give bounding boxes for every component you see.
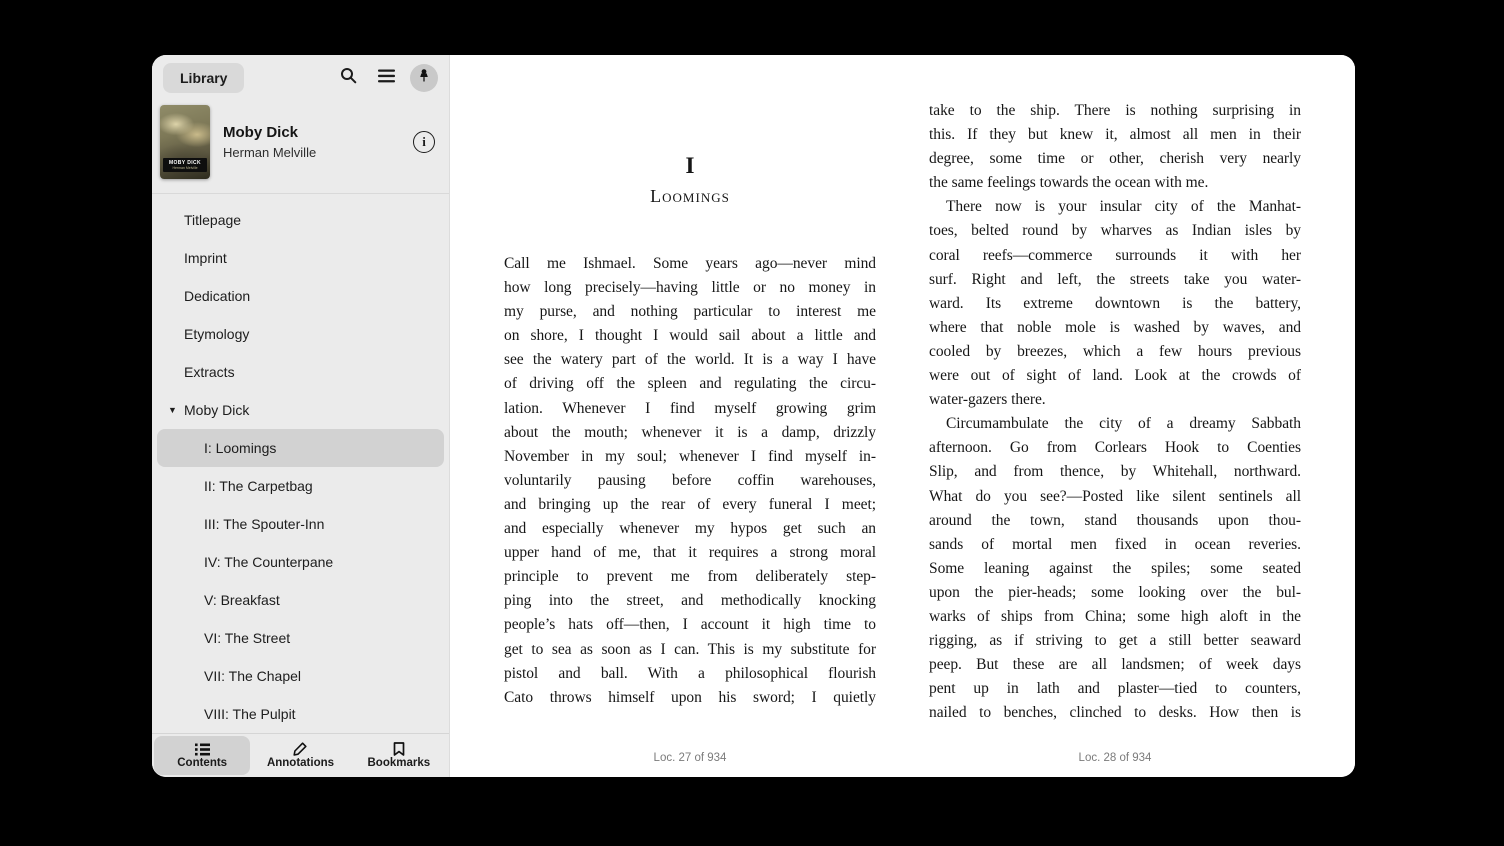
book-text-line: pistol and ball. With a philosophical flourish	[504, 664, 876, 682]
toc-item-label: VI: The Street	[204, 630, 291, 646]
toc-item-carpetbag[interactable]	[157, 467, 444, 505]
book-text-line: ping into the street, and methodically knocking	[504, 592, 876, 610]
page-left	[504, 55, 876, 777]
book-text-line: on shore, I thought I would sail about a little and	[504, 327, 876, 345]
book-text-line: principle to prevent me from deliberately step-	[504, 568, 876, 586]
toc-item-spouter-inn[interactable]	[157, 505, 444, 543]
book-text-line: see the watery part of the world. It is a way I have	[504, 351, 876, 369]
book-cover-title: MOBY DICK	[168, 159, 202, 166]
book-text-line: toes, belted round by wharves as Indian isles by	[929, 222, 1301, 240]
book-text-line: upon the pier-heads; some looking over the bul-	[929, 583, 1301, 601]
tab-annotations[interactable]	[252, 736, 348, 775]
book-paragraph	[929, 412, 1301, 725]
bookmark-icon	[393, 742, 405, 756]
book-text-line: November in my soul; whenever I find myself in-	[504, 447, 876, 465]
toc-item-label: II: The Carpetbag	[204, 478, 313, 494]
book-text-line: ward. Its extreme downtown is the battery,	[929, 294, 1301, 312]
toc-item-street[interactable]	[157, 619, 444, 657]
sidebar	[152, 55, 450, 777]
chevron-down-icon[interactable]: ▼	[168, 405, 177, 415]
contents-list-icon	[195, 743, 210, 756]
book-text-line: rigging, as if striving to get a still better seaward	[929, 632, 1301, 650]
menu-icon	[378, 69, 395, 88]
book-text-line: this. If they but knew it, almost all men in their	[929, 126, 1301, 144]
pin-icon	[417, 68, 431, 88]
sidebar-tab-bar	[152, 733, 449, 777]
page-left-location: Loc. 27 of 934	[653, 752, 727, 764]
book-text-line: around the town, stand thousands upon thou-	[929, 511, 1301, 529]
book-text-line: afternoon. Go from Corlears Hook to Coenties	[929, 439, 1301, 457]
book-text-line: What do you see?—Posted like silent sentinels all	[929, 487, 1301, 505]
toc-item-imprint[interactable]	[157, 239, 444, 277]
book-header	[152, 101, 449, 193]
toc-item-label: VIII: The Pulpit	[204, 706, 296, 722]
book-author: Herman Melville	[223, 145, 317, 160]
toc-item-titlepage[interactable]	[157, 201, 444, 239]
book-cover-subtitle: Herman Melville	[172, 165, 198, 170]
book-text-line: There now is your insular city of the Manhat-	[946, 198, 1301, 216]
toc-item-label: Titlepage	[184, 212, 242, 228]
library-button[interactable]: Library	[163, 63, 244, 93]
book-text-line: voluntarily pausing before coffin warehouses,	[504, 471, 876, 489]
sidebar-topbar	[152, 55, 449, 101]
book-text-line: how long precisely—having little or no money in	[504, 279, 876, 297]
toc-item-etymology[interactable]	[157, 315, 444, 353]
book-text-line: and bringing up the rear of every funeral I meet;	[504, 495, 876, 513]
book-text-line: degree, some time or other, cherish very nearly	[929, 150, 1301, 168]
toc-item-label: Moby Dick	[184, 402, 250, 418]
book-text-line: take to the ship. There is nothing surprising in	[929, 102, 1301, 119]
book-text-line: sands of mortal men fixed in ocean reveries.	[929, 535, 1301, 553]
pencil-icon	[293, 742, 307, 756]
book-text-line: pent up in lath and plaster—tied to counters,	[929, 680, 1301, 698]
toc-item-pulpit[interactable]	[157, 695, 444, 733]
ebook-reader-window	[152, 55, 1355, 777]
book-text-line: where that noble mole is washed by waves, and	[929, 318, 1301, 336]
book-text-line: and especially whenever my hypos get such an	[504, 520, 876, 538]
book-text-line: Circumambulate the city of a dreamy Sabbath	[946, 415, 1301, 433]
book-paragraph	[504, 252, 876, 710]
page-left-text	[504, 252, 876, 710]
book-title: Moby Dick	[223, 124, 299, 141]
toc-item-label: VII: The Chapel	[204, 668, 302, 684]
toc-item-label: Dedication	[184, 288, 251, 304]
book-text-line: Call me Ishmael. Some years ago—never mind	[504, 255, 876, 272]
book-text-line: Slip, and from thence, by Whitehall, northward.	[929, 463, 1301, 481]
book-cover-band	[163, 158, 207, 173]
book-text-line: warks of ships from China; some high aloft in the	[929, 607, 1301, 625]
book-text-line: were out of sight of land. Look at the crowds of	[929, 367, 1301, 385]
book-text-line: cooled by breezes, which a few hours previous	[929, 342, 1301, 360]
book-text-line: surf. Right and left, the streets take you water-	[929, 270, 1301, 288]
book-text-line: Cato throws himself upon his sword; I quietly	[504, 688, 876, 706]
reader-view	[450, 55, 1355, 777]
book-text-line: about the mouth; whenever it is a damp, drizzly	[504, 423, 876, 441]
book-text-line: peep. But these are all landsmen; of week days	[929, 656, 1301, 674]
toc-item-label: Etymology	[184, 326, 250, 342]
toc-item-dedication[interactable]	[157, 277, 444, 315]
page-right	[929, 55, 1301, 777]
book-paragraph	[929, 99, 1301, 195]
toc-item-label: Imprint	[184, 250, 227, 266]
search-button[interactable]	[334, 64, 362, 92]
info-icon: i	[422, 134, 426, 149]
book-info-button[interactable]	[413, 131, 435, 153]
table-of-contents	[152, 194, 449, 733]
search-icon	[340, 67, 357, 89]
toc-item-label: V: Breakfast	[204, 592, 280, 608]
tab-label: Annotations	[266, 757, 335, 769]
toc-item-label: III: The Spouter-Inn	[204, 516, 325, 532]
book-text-line: the same feelings towards the ocean with me.	[929, 174, 1209, 192]
toc-item-chapel[interactable]	[157, 657, 444, 695]
toc-item-extracts[interactable]	[157, 353, 444, 391]
pin-sidebar-button[interactable]	[410, 64, 438, 92]
tab-label: Bookmarks	[367, 757, 431, 769]
tab-contents[interactable]	[154, 736, 250, 775]
toc-item-label: IV: The Counterpane	[204, 554, 334, 570]
chapter-number: I	[685, 153, 695, 178]
book-text-line: Some leaning against the spiles; some seated	[929, 559, 1301, 577]
toc-item-label: Extracts	[184, 364, 235, 380]
book-text-line: lation. Whenever I find myself growing grim	[504, 399, 876, 417]
book-text-line: water-gazers there.	[929, 391, 1046, 409]
book-meta	[223, 124, 400, 160]
book-text-line: people’s hats off—then, I account it high time to	[504, 616, 876, 634]
toc-item-counterpane[interactable]	[157, 543, 444, 581]
book-text-line: upper hand of me, that it requires a strong moral	[504, 544, 876, 562]
chapter-title: Loomings	[650, 186, 730, 206]
book-paragraph	[929, 195, 1301, 412]
page-right-text	[929, 99, 1301, 725]
book-text-line: my purse, and nothing particular to interest me	[504, 303, 876, 321]
page-right-location: Loc. 28 of 934	[1078, 752, 1152, 764]
book-text-line: get to sea as soon as I can. This is my substitute for	[504, 640, 876, 658]
toc-item-breakfast[interactable]	[157, 581, 444, 619]
tab-label: Contents	[177, 756, 228, 769]
book-cover	[160, 105, 210, 179]
tab-bookmarks[interactable]	[351, 736, 447, 775]
book-text-line: of driving off the spleen and regulating the circu-	[504, 375, 876, 393]
toc-item-loomings[interactable]	[157, 429, 444, 467]
book-text-line: coral reefs—commerce surrounds it with her	[929, 246, 1301, 264]
toc-item-label: I: Loomings	[204, 440, 277, 456]
book-text-line: nailed to benches, clinched to desks. How then is	[929, 704, 1301, 722]
main-menu-button[interactable]	[372, 64, 400, 92]
toc-item-moby-dick[interactable]	[157, 391, 444, 429]
